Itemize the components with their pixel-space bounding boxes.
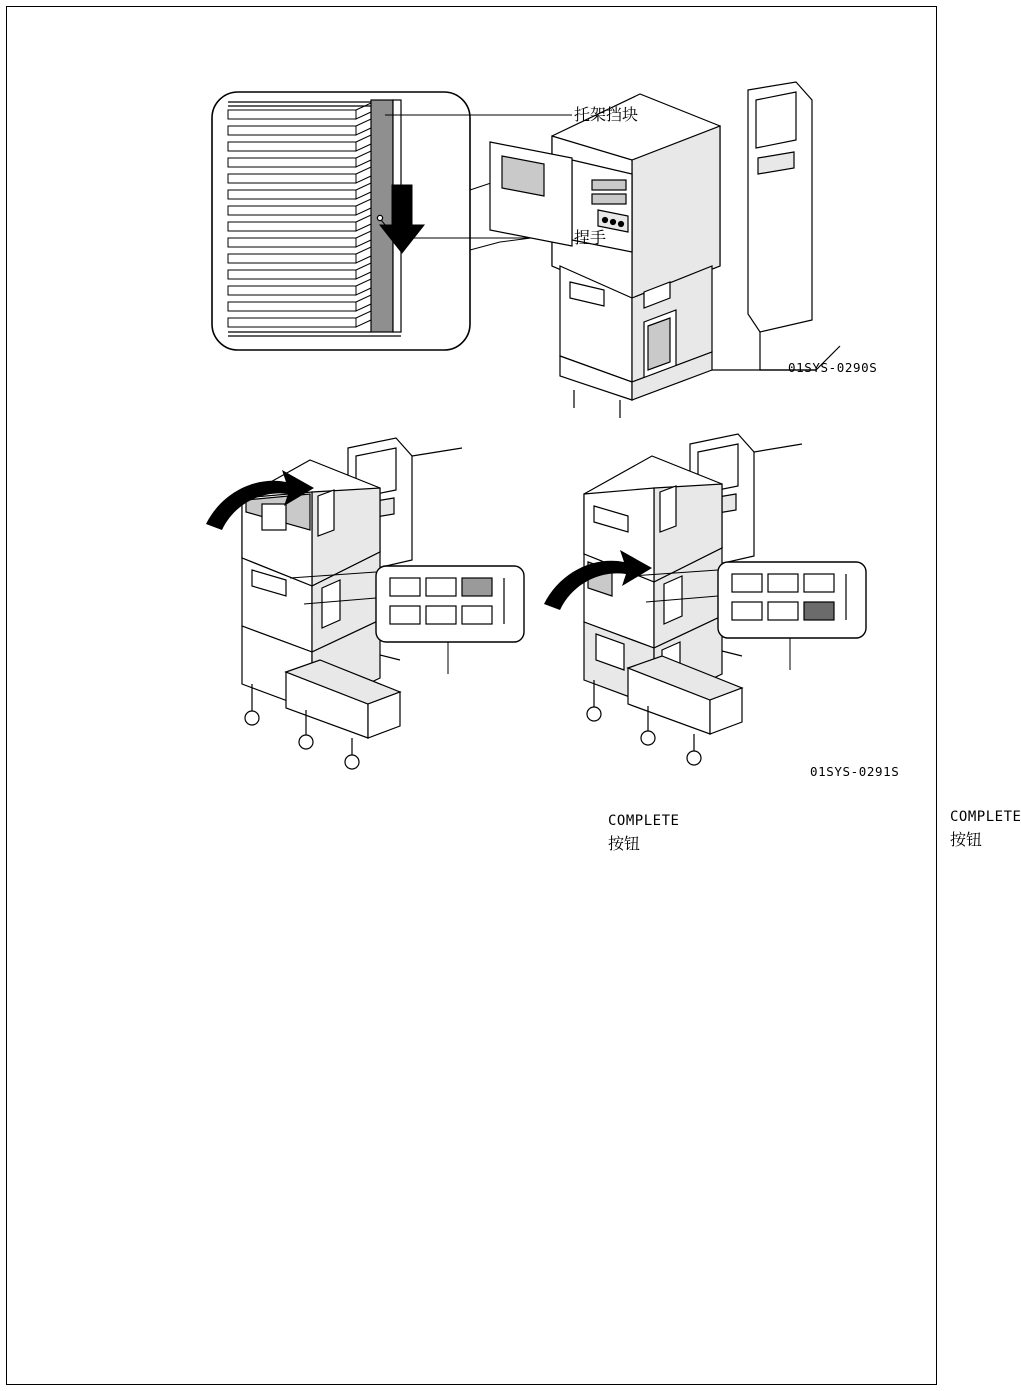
- figure-1-artwork: [200, 70, 900, 400]
- carriage-stop-label: 托架挡块: [574, 105, 639, 124]
- left-complete-label-cn: 按钮: [608, 834, 641, 853]
- right-panel: [544, 434, 866, 765]
- left-complete-label-en: COMPLETE: [608, 813, 680, 829]
- keypad-left: [376, 566, 524, 642]
- figure-2-artwork: [200, 420, 910, 790]
- left-panel: [206, 438, 524, 769]
- figure-carriage-stop: [200, 70, 900, 400]
- keypad-right: [718, 562, 866, 638]
- right-complete-label-en: COMPLETE: [950, 809, 1021, 825]
- figure-2-id: 01SYS-0291S: [810, 764, 900, 779]
- figure-complete-button: [200, 420, 1021, 853]
- right-complete-label-cn: 按钮: [950, 830, 983, 849]
- magnified-carriage-detail: [212, 92, 470, 350]
- handle-label: 捏手: [574, 228, 607, 247]
- figure-1-id: 01SYS-0290S: [788, 360, 878, 375]
